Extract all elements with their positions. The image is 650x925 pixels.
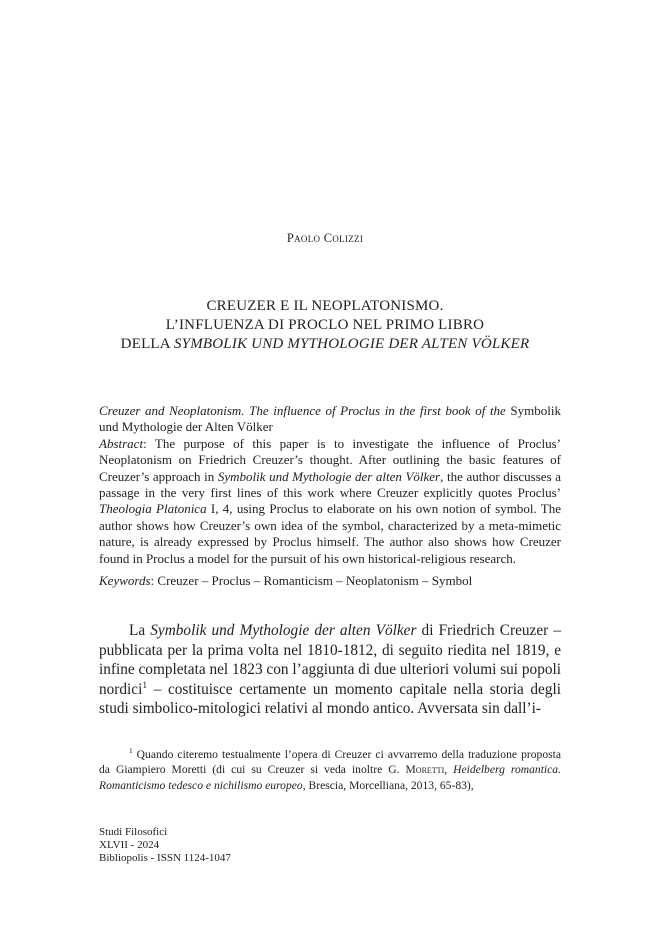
- body-text-part-2: – costituisce certamente un momento capitale nella storia degli studi simbolico-mitologici relativi al mondo antico. Avversata sin dall’i-: [99, 680, 561, 718]
- body-paragraph: [99, 621, 561, 719]
- keywords-line: [99, 573, 561, 589]
- title-line-1: CREUZER E IL NEOPLATONISMO.: [206, 298, 444, 314]
- footnote-text: [99, 747, 561, 793]
- title-line-3-work: SYMBOLIK UND MYTHOLOGIE DER ALTEN VÖLKER: [173, 336, 530, 352]
- english-title: [99, 403, 561, 436]
- footnote: [99, 747, 561, 793]
- keywords-label: Keywords: [99, 573, 151, 588]
- body-lead: La: [129, 622, 151, 639]
- english-title-italic: Creuzer and Neoplatonism. The influence of Proclus in the first book of the: [99, 403, 506, 418]
- title-line-3: [60, 335, 590, 354]
- footnote-reference[interactable]: 1: [142, 680, 148, 691]
- body-work-title: Symbolik und Mythologie der alten Völker: [150, 622, 417, 639]
- abstract-work-title: Symbolik und Mythologie der alten Völker: [217, 468, 441, 484]
- body-paragraph-text: [99, 621, 561, 719]
- abstract-text-part-3: I, 4, using Proclus to elaborate on his own notion of symbol. The author shows how Creuzer’s own idea of the symbol, characterized by a meta-mimetic nature, is already expressed by Proclus himself. The author also shows how Creuzer found in Proclus a model for the pursuit of his own historical-religious research.: [99, 501, 561, 566]
- author-name-text: Paolo Colizzi: [286, 231, 364, 245]
- footnote-book-title: Heidelberg romantica. Romanticismo tedesco e nichilismo europeo: [99, 763, 561, 792]
- journal-footer: [99, 826, 231, 865]
- journal-volume: XLVII - 2024: [99, 839, 160, 851]
- abstract-theologia-title: Theologia Platonica: [99, 501, 207, 517]
- author-name: [0, 231, 650, 246]
- abstract-text-part-1: : The purpose of this paper is to investigate the influence of Proclus’ Neoplatonism on Friedrich Creuzer’s thought. After outlining the basic features of Creuzer’s approach in: [99, 435, 561, 484]
- footnote-text-part-1: Quando citeremo testualmente l’opera di Creuzer ci avvarremo della traduzione proposta da Giampiero Moretti (di cui su Creuzer si veda inoltre G.: [99, 748, 561, 777]
- footnote-text-part-2: ,: [444, 763, 454, 777]
- title-line-3-prefix: DELLA: [120, 336, 174, 352]
- abstract-label: Abstract: [99, 435, 144, 451]
- footnote-author: Moretti: [405, 763, 445, 777]
- footnote-text-part-3: , Brescia, Morcelliana, 2013, 65-83),: [302, 778, 474, 792]
- abstract-block: [99, 403, 561, 567]
- abstract-text-part-2: , the author discusses a passage in the very first lines of this work where Creuzer explicitly quotes Proclus’: [99, 468, 561, 501]
- title-line-2: L’INFLUENZA DI PROCLO NEL PRIMO LIBRO: [165, 317, 485, 333]
- journal-name: Studi Filosofici: [99, 826, 168, 838]
- footnote-number: 1: [129, 747, 133, 756]
- body-text-part-1: di Friedrich Creuzer – pubblicata per la prima volta nel 1810-1812, di seguito riedita nel 1819, e infine completata nel 1823 con l’aggiunta di due ulteriori volumi sui popoli nordici: [99, 622, 561, 698]
- keywords-text: : Creuzer – Proclus – Romanticism – Neoplatonism – Symbol: [150, 573, 473, 588]
- english-title-roman: Symbolik und Mythologie der Alten Völker: [99, 403, 561, 435]
- journal-publisher: Bibliopolis - ISSN 1124-1047: [99, 852, 231, 864]
- article-title: [60, 297, 590, 354]
- abstract-text: [99, 436, 561, 567]
